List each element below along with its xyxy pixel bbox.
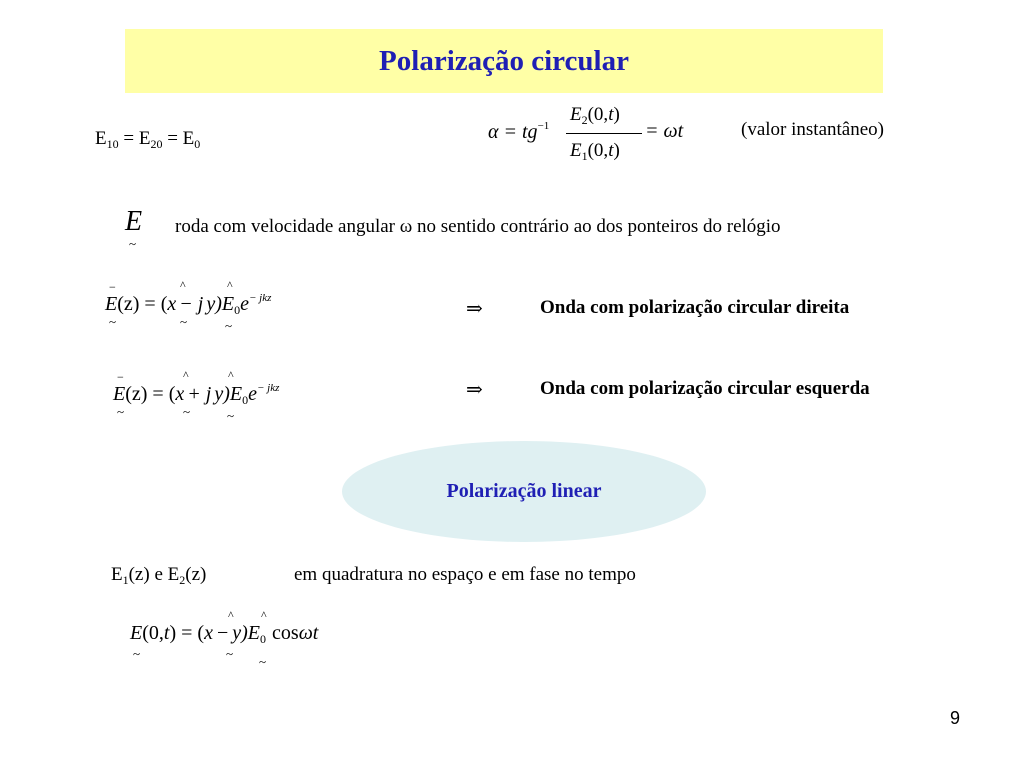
eq-t: t — [163, 622, 170, 644]
num-arg: (0, — [587, 104, 609, 125]
alpha-rhs: = ωt — [645, 120, 684, 142]
x-tilde: ~ — [183, 404, 191, 419]
right-circular-equation — [105, 276, 325, 336]
y-tilde: ~ — [259, 654, 267, 669]
amplitude: )E — [215, 293, 235, 315]
x-unit: x — [167, 293, 177, 315]
y-hat: ^ — [261, 608, 267, 622]
quadrature-description: em quadratura no espaço e em fase no tempo — [294, 564, 636, 585]
alpha-equation-lhs — [488, 120, 549, 144]
inverse-superscript: −1 — [537, 120, 550, 132]
e0-subscript: 0 — [194, 137, 201, 151]
e1-symbol: E — [111, 564, 123, 585]
x-hat: ^ — [228, 608, 234, 622]
exp-base: e — [248, 383, 257, 405]
e-tilde: ~ — [109, 314, 117, 329]
e-tilde: ~ — [117, 404, 125, 419]
e-symbol: E — [130, 622, 143, 644]
eq-mid: ) = ( — [169, 622, 205, 644]
den-t: t — [608, 140, 614, 161]
operator: − j — [179, 293, 204, 315]
y-tilde: ~ — [225, 318, 233, 333]
operator: + j — [187, 383, 212, 405]
fraction-bar — [566, 133, 642, 134]
implies-arrow-left: ⇒ — [466, 379, 483, 401]
implies-arrow-right: ⇒ — [466, 298, 483, 320]
eq-arg: (0, — [142, 622, 164, 644]
num-close: ) — [613, 104, 620, 125]
x-unit: x — [204, 622, 213, 644]
x-hat: ^ — [183, 368, 189, 382]
left-circular-label: Onda com polarização circular esquerda — [540, 378, 870, 399]
e-vector-symbol: E — [125, 206, 143, 237]
den-e: E — [570, 140, 582, 161]
exponent: − jkz — [256, 382, 280, 394]
amplitude: )E — [223, 383, 243, 405]
y-hat: ^ — [227, 278, 233, 292]
e0-symbol: = E — [162, 128, 195, 149]
e20-symbol: = E — [118, 128, 151, 149]
rotation-description: roda com velocidade angular ω no sentido contrário ao dos ponteiros do relógio — [175, 216, 781, 237]
exponent: − jkz — [248, 292, 272, 304]
right-circular-label: Onda com polarização circular direita — [540, 297, 850, 318]
e-bar: − — [117, 370, 124, 384]
exp-base: e — [240, 293, 249, 315]
x-tilde: ~ — [180, 314, 188, 329]
left-circular-equation — [113, 366, 333, 426]
cosine: cos — [272, 622, 299, 644]
e-tilde: ~ — [133, 646, 141, 661]
alpha-lhs: α = tg — [488, 121, 538, 143]
e10-symbol: E — [95, 128, 107, 149]
num-t: t — [608, 104, 614, 125]
omega-t: ωt — [298, 622, 319, 644]
e-symbol: E — [105, 293, 118, 315]
y-unit: y — [232, 622, 242, 644]
den-arg: (0, — [587, 140, 609, 161]
x-unit: x — [175, 383, 185, 405]
page-number: 9 — [950, 708, 961, 728]
x-tilde: ~ — [226, 646, 234, 661]
e2-sub: 2 — [179, 573, 186, 587]
y-unit: y — [206, 293, 216, 315]
x-hat: ^ — [180, 278, 186, 292]
alpha-numerator — [570, 104, 620, 128]
title-banner — [125, 29, 883, 93]
instantaneous-note: (valor instantâneo) — [741, 119, 884, 140]
linear-equation — [130, 606, 390, 669]
num-sub: 2 — [581, 113, 588, 127]
minus-operator: − — [216, 622, 229, 644]
linear-polarization-ellipse — [342, 441, 706, 542]
e0-sub: 0 — [234, 303, 241, 317]
y-tilde: ~ — [227, 408, 235, 423]
linear-polarization-label: Polarização linear — [446, 480, 602, 502]
e1-arg: (z) e E — [128, 564, 180, 585]
amplitude: )E — [241, 622, 261, 644]
slide-title: Polarização circular — [379, 44, 629, 77]
z-argument: (z) = ( — [117, 293, 168, 315]
y-unit: y — [214, 383, 224, 405]
den-sub: 1 — [581, 149, 588, 163]
e20-subscript: 20 — [150, 137, 163, 151]
alpha-denominator — [570, 140, 620, 164]
amplitude-equality — [95, 128, 200, 152]
e10-subscript: 10 — [106, 137, 119, 151]
e0-sub: 0 — [260, 632, 267, 646]
z-argument: (z) = ( — [125, 383, 176, 405]
y-hat: ^ — [228, 368, 234, 382]
e2-arg: (z) — [185, 564, 207, 585]
e1-e2-fields — [111, 564, 206, 588]
e1-sub: 1 — [122, 573, 129, 587]
num-e: E — [570, 104, 582, 125]
e0-sub: 0 — [242, 393, 249, 407]
e-bar: − — [109, 280, 116, 294]
e-vector-tilde: ~ — [129, 236, 137, 251]
den-close: ) — [613, 140, 620, 161]
e-symbol: E — [113, 383, 126, 405]
